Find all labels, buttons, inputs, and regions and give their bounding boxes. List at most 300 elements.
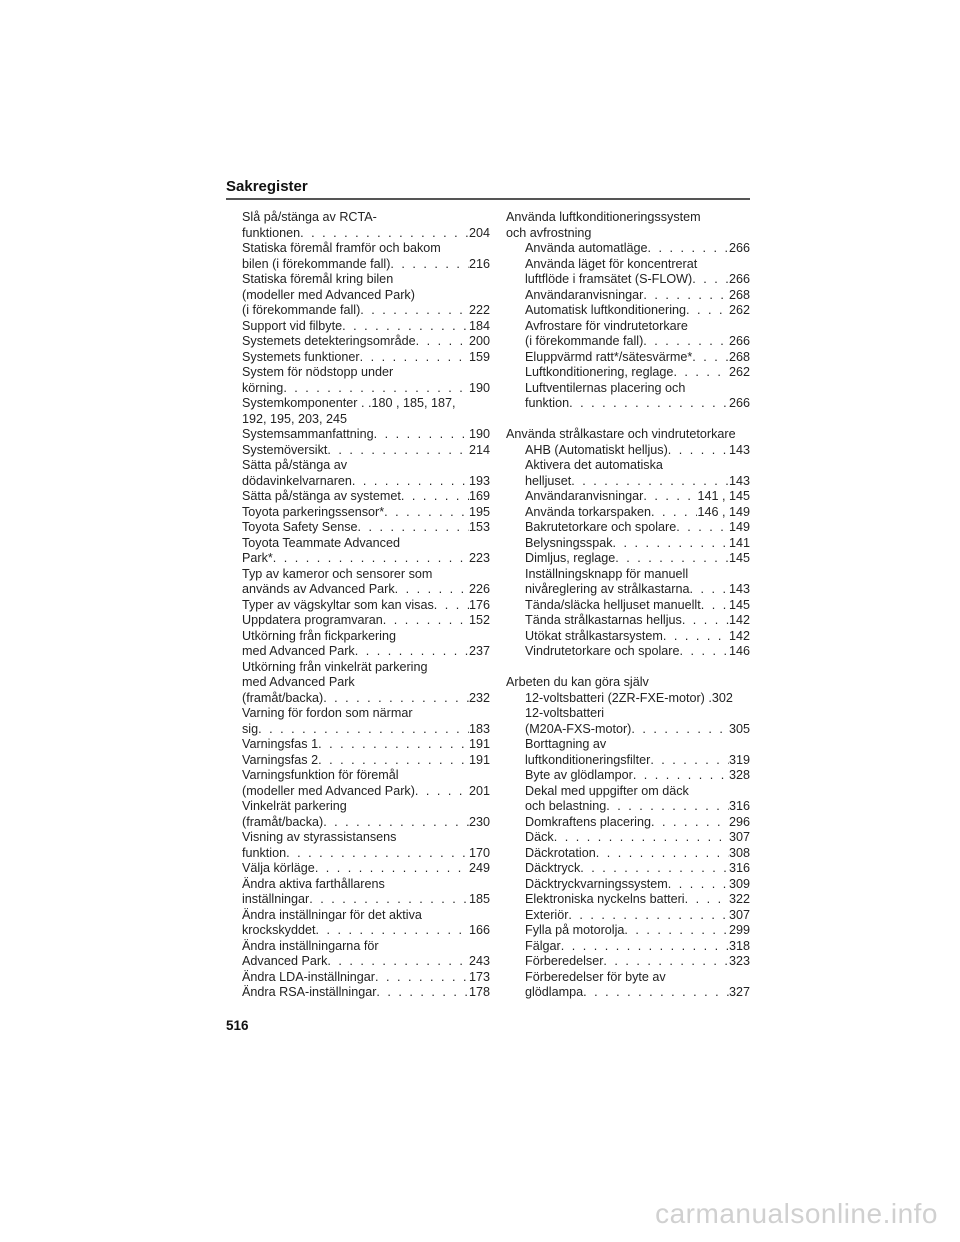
index-entry-line: Borttagning av <box>525 737 607 751</box>
entry-page-ref: 226 <box>468 582 490 596</box>
dot-leader <box>318 737 469 753</box>
dot-leader <box>624 923 729 939</box>
entry-page-ref: 266 <box>728 396 750 410</box>
entry-page-ref: 243 <box>468 954 490 968</box>
entry-label: Vindrutetorkare och spolare <box>525 644 680 658</box>
entry-page-ref: 305 <box>728 721 750 736</box>
dot-leader <box>416 334 469 350</box>
entry-page-ref: 327 <box>728 985 750 999</box>
entry-label: Utökat strålkastarsystem <box>525 628 663 643</box>
index-entry <box>506 613 750 629</box>
entry-label: Använda torkarspaken <box>525 504 652 519</box>
dot-leader <box>358 520 469 536</box>
index-entry <box>506 598 750 614</box>
entry-label: Däcktryckvarningssystem <box>525 876 668 891</box>
header-divider <box>226 198 750 200</box>
dot-leader <box>613 536 729 552</box>
index-entry <box>506 644 750 660</box>
entry-label: bilen (i förekommande fall) <box>242 256 391 271</box>
entry-page-ref: 146 <box>728 644 750 658</box>
dot-leader <box>643 334 729 350</box>
entry-page-ref: 184 <box>468 318 490 333</box>
entry-label: Uppdatera programvaran <box>242 613 383 627</box>
index-entry-line: Ändra aktiva farthållarens <box>242 876 385 891</box>
entry-label: (modeller med Advanced Park) <box>242 783 415 798</box>
entry-page-ref: 307 <box>728 830 750 844</box>
entry-label: Ändra LDA-inställningar <box>242 969 376 984</box>
entry-page-ref: 191 <box>468 752 490 767</box>
index-entry-line: Använda läget för koncentrerat <box>525 256 698 271</box>
index-entry <box>506 908 750 924</box>
entry-label: funktion <box>525 396 570 410</box>
entry-page-ref: 201 <box>468 783 490 798</box>
dot-leader <box>651 815 729 831</box>
dot-leader <box>309 892 469 908</box>
dot-leader <box>352 474 469 490</box>
dot-leader <box>375 970 469 986</box>
dot-leader <box>383 613 469 629</box>
index-entry <box>506 443 750 459</box>
entry-page-ref: 319 <box>728 752 750 767</box>
dot-leader <box>327 954 469 970</box>
entry-label: AHB (Automatiskt helljus) <box>525 442 668 457</box>
index-entry <box>506 768 750 784</box>
entry-label: krockskyddet <box>242 923 316 937</box>
index-entry <box>506 722 750 738</box>
index-entry <box>506 396 750 412</box>
entry-label: (i förekommande fall) <box>242 303 361 317</box>
entry-label: Varningsfas 2 <box>242 752 319 767</box>
index-entry-line: 192, 195, 203, 245 <box>242 411 348 426</box>
index-entry-line: Dekal med uppgifter om däck <box>525 783 689 798</box>
index-entry <box>506 815 750 831</box>
entry-label: Automatisk luftkonditionering <box>525 303 687 317</box>
entry-label: Sätta på/stänga av systemet <box>242 489 401 503</box>
index-entry <box>506 753 750 769</box>
index-entry <box>506 954 750 970</box>
entry-page-ref: 268 <box>728 287 750 302</box>
entry-label: Ändra RSA-inställningar <box>242 985 377 999</box>
dot-leader <box>569 396 729 412</box>
entry-page-ref: 191 <box>468 737 490 751</box>
dot-leader <box>596 846 729 862</box>
entry-label: Bakrutetorkare och spolare <box>525 520 677 534</box>
dot-leader <box>554 830 729 846</box>
index-entry <box>242 598 490 614</box>
entry-page-ref: 232 <box>468 690 490 705</box>
dot-leader <box>315 861 469 877</box>
index-entry-line: Inställningsknapp för manuell <box>525 566 689 581</box>
entry-page-ref: 307 <box>728 907 750 922</box>
entry-label: Tända/släcka helljuset manuellt <box>525 597 701 612</box>
index-entry <box>242 613 490 629</box>
index-entry <box>242 923 490 939</box>
dot-leader <box>673 365 729 381</box>
index-entry <box>242 722 490 738</box>
entry-page-ref: 185 <box>468 892 490 906</box>
index-entry-line: Aktivera det automatiska <box>525 458 663 472</box>
dot-leader <box>643 288 729 304</box>
entry-label: Förberedelser <box>525 954 604 968</box>
index-entry <box>506 350 750 366</box>
index-entry <box>506 551 750 567</box>
dot-leader <box>583 985 729 1001</box>
entry-label: Systemsammanfattning <box>242 427 374 441</box>
index-entry <box>242 970 490 986</box>
index-entry <box>242 892 490 908</box>
dot-leader <box>318 753 469 769</box>
entry-label: inställningar <box>242 892 310 906</box>
entry-page-ref: 143 <box>728 442 750 457</box>
entry-page-ref: 143 <box>728 582 750 596</box>
index-entry-line: Avfrostare för vindrutetorkare <box>525 318 688 333</box>
entry-page-ref: 266 <box>728 272 750 286</box>
dot-leader <box>323 691 469 707</box>
entry-label: nivåreglering av strålkastarna <box>525 582 690 596</box>
entry-label: Användaranvisningar <box>525 287 644 302</box>
dot-leader <box>374 427 469 443</box>
entry-page-ref: 166 <box>468 923 490 937</box>
entry-page-ref: 183 <box>468 721 490 736</box>
dot-leader <box>682 613 729 629</box>
dot-leader <box>258 722 469 738</box>
entry-page-ref: 195 <box>468 504 490 519</box>
entry-page-ref: 152 <box>468 613 490 627</box>
entry-label: Varningsfas 1 <box>242 737 319 751</box>
entry-label: Park* <box>242 551 273 565</box>
section-gap <box>506 412 750 428</box>
index-entry <box>242 985 490 1001</box>
entry-page-ref: 170 <box>468 845 490 860</box>
dot-leader <box>685 892 729 908</box>
entry-page-ref: 309 <box>728 876 750 891</box>
index-entry <box>506 892 750 908</box>
index-entry <box>506 939 750 955</box>
index-entry-line: Varningsfunktion för föremål <box>242 768 399 782</box>
index-entry <box>242 257 490 273</box>
entry-label: Belysningsspak <box>525 535 613 550</box>
dot-leader <box>286 846 469 862</box>
dot-leader <box>648 241 729 257</box>
dot-leader <box>615 551 729 567</box>
index-entry <box>506 520 750 536</box>
entry-page-ref: 296 <box>728 814 750 829</box>
index-entry <box>242 334 490 350</box>
entry-page-ref: 143 <box>728 473 750 488</box>
index-entry <box>242 319 490 335</box>
watermark: carmanualsonline.info <box>655 1198 938 1229</box>
entry-page-ref: 176 <box>468 597 490 612</box>
dot-leader <box>686 303 729 319</box>
entry-page-ref: 216 <box>468 256 490 271</box>
dot-leader <box>633 768 729 784</box>
entry-page-ref: 200 <box>468 334 490 348</box>
entry-page-ref: 141 , 145 <box>697 489 750 503</box>
entry-page-ref: 190 <box>468 380 490 395</box>
entry-page-ref: 190 <box>468 427 490 441</box>
index-entry <box>242 861 490 877</box>
index-entry <box>506 505 750 521</box>
entry-page-ref: 204 <box>468 225 490 240</box>
index-entry <box>242 443 490 459</box>
entry-label: Eluppvärmd ratt*/sätesvärme* <box>525 349 693 364</box>
index-entry-line: Typ av kameror och sensorer som <box>242 566 433 581</box>
dot-leader <box>360 350 469 366</box>
entry-page-ref: 316 <box>728 861 750 875</box>
entry-label: funktion <box>242 845 287 860</box>
index-entry <box>506 288 750 304</box>
index-entry-line: Luftventilernas placering och <box>525 380 686 395</box>
entry-label: (framåt/backa) <box>242 690 324 705</box>
entry-label: Byte av glödlampor <box>525 768 633 782</box>
entry-label: Elektroniska nyckelns batteri <box>525 892 685 906</box>
page-number: 516 <box>226 1018 249 1033</box>
entry-label: Domkraftens placering <box>525 814 651 829</box>
entry-label: Luftkonditionering, reglage <box>525 365 674 379</box>
dot-leader <box>701 598 729 614</box>
dot-leader <box>650 753 729 769</box>
entry-label: Support vid filbyte <box>242 318 343 333</box>
entry-page-ref: 222 <box>468 303 490 317</box>
index-entry-line: Ändra inställningar för det aktiva <box>242 907 422 922</box>
entry-label: Fälgar <box>525 938 561 953</box>
index-entry <box>242 303 490 319</box>
index-entry-line: Varning för fordon som närmar <box>242 706 413 720</box>
index-entry-line: Sätta på/stänga av <box>242 458 348 472</box>
entry-page-ref: 142 <box>728 628 750 643</box>
dot-leader <box>316 923 469 939</box>
index-entry <box>506 474 750 490</box>
index-entry <box>506 877 750 893</box>
dot-leader <box>300 226 469 242</box>
entry-page-ref: 230 <box>468 814 490 829</box>
dot-leader <box>676 520 729 536</box>
entry-label: (framåt/backa) <box>242 814 324 829</box>
dot-leader <box>384 505 469 521</box>
entry-page-ref: 214 <box>468 442 490 457</box>
index-entry-line: Ändra inställningarna för <box>242 938 379 953</box>
entry-page-ref: 328 <box>728 768 750 782</box>
index-entry <box>506 272 750 288</box>
index-entry <box>506 985 750 1001</box>
entry-label: Välja körläge <box>242 861 315 875</box>
entry-page-ref: 308 <box>728 845 750 860</box>
dot-leader <box>651 505 697 521</box>
index-entry <box>506 582 750 598</box>
entry-label: Toyota Safety Sense <box>242 520 358 534</box>
dot-leader <box>692 272 729 288</box>
entry-label: Systemets detekteringsområde <box>242 334 416 348</box>
entry-label: Systemets funktioner <box>242 349 360 364</box>
index-entry <box>242 954 490 970</box>
dot-leader <box>415 784 469 800</box>
index-entry <box>506 629 750 645</box>
dot-leader <box>401 489 469 505</box>
index-entry <box>242 815 490 831</box>
entry-label: Exteriör <box>525 907 569 922</box>
entry-page-ref: 266 <box>728 241 750 255</box>
entry-label: Däckrotation <box>525 845 596 860</box>
dot-leader <box>395 582 469 598</box>
entry-label: Toyota parkeringssensor* <box>242 504 385 519</box>
entry-page-ref: 153 <box>468 520 490 534</box>
entry-label: Använda automatläge <box>525 241 648 255</box>
index-entry <box>242 737 490 753</box>
index-entry-line: Utkörning från vinkelrät parkering <box>242 659 428 674</box>
index-entry <box>242 427 490 443</box>
entry-label: används av Advanced Park <box>242 582 395 596</box>
dot-leader <box>663 629 729 645</box>
entry-label: Advanced Park <box>242 954 328 968</box>
page-title: Sakregister <box>226 178 308 195</box>
entry-page-ref: 159 <box>468 349 490 364</box>
dot-leader <box>434 598 469 614</box>
entry-label: Dimljus, reglage <box>525 551 616 565</box>
entry-page-ref: 178 <box>468 985 490 999</box>
entry-label: körning <box>242 380 284 395</box>
dot-leader <box>606 799 729 815</box>
index-entry-line: 12-voltsbatteri (2ZR-FXE-motor) .302 <box>525 690 733 705</box>
entry-page-ref: 169 <box>468 489 490 503</box>
entry-label: Systemöversikt <box>242 442 328 457</box>
index-entry <box>242 474 490 490</box>
index-heading: och avfrostning <box>506 225 592 240</box>
dot-leader <box>376 985 469 1001</box>
entry-page-ref: 323 <box>728 954 750 968</box>
entry-page-ref: 322 <box>728 892 750 906</box>
index-entry <box>506 489 750 505</box>
index-entry-line: Statiska föremål framför och bakom <box>242 241 441 255</box>
dot-leader <box>561 939 729 955</box>
index-entry-line: (modeller med Advanced Park) <box>242 287 415 302</box>
entry-label: Däck <box>525 830 554 844</box>
index-heading: Arbeten du kan göra själv <box>506 675 649 689</box>
index-entry <box>242 489 490 505</box>
entry-page-ref: 266 <box>728 334 750 348</box>
entry-page-ref: 173 <box>468 969 490 984</box>
index-entry <box>506 861 750 877</box>
entry-page-ref: 318 <box>728 938 750 953</box>
index-entry <box>242 505 490 521</box>
entry-page-ref: 249 <box>468 861 490 875</box>
index-entry <box>242 582 490 598</box>
entry-label: Tända strålkastarnas helljus <box>525 613 682 627</box>
entry-label: Användaranvisningar <box>525 489 644 503</box>
entry-label: funktionen <box>242 225 301 240</box>
dot-leader <box>643 489 697 505</box>
index-entry-line: med Advanced Park <box>242 675 355 689</box>
dot-leader <box>679 644 729 660</box>
dot-leader <box>668 443 729 459</box>
index-entry <box>506 799 750 815</box>
index-entry <box>242 644 490 660</box>
index-entry-line: Toyota Teammate Advanced <box>242 535 400 550</box>
dot-leader <box>692 350 729 366</box>
dot-leader <box>568 908 729 924</box>
entry-label: sig <box>242 721 259 736</box>
entry-page-ref: 146 , 149 <box>697 504 750 519</box>
index-entry <box>242 551 490 567</box>
index-entry <box>242 381 490 397</box>
index-entry <box>242 784 490 800</box>
entry-page-ref: 141 <box>728 535 750 550</box>
index-entry <box>506 334 750 350</box>
index-entry-line: 12-voltsbatteri <box>525 706 605 720</box>
dot-leader <box>323 815 469 831</box>
entry-page-ref: 223 <box>468 551 490 565</box>
entry-page-ref: 316 <box>728 799 750 813</box>
entry-page-ref: 193 <box>468 473 490 488</box>
entry-label: (M20A-FXS-motor) <box>525 721 632 736</box>
entry-page-ref: 149 <box>728 520 750 534</box>
dot-leader <box>580 861 729 877</box>
index-entry <box>506 923 750 939</box>
dot-leader <box>571 474 729 490</box>
index-entry-line: Slå på/stänga av RCTA- <box>242 210 377 224</box>
entry-page-ref: 262 <box>728 303 750 317</box>
dot-leader <box>668 877 729 893</box>
entry-page-ref: 299 <box>728 923 750 937</box>
index-entry <box>242 753 490 769</box>
index-entry <box>506 830 750 846</box>
entry-label: (i förekommande fall) <box>525 334 644 348</box>
index-entry <box>242 520 490 536</box>
dot-leader <box>390 257 469 273</box>
dot-leader <box>690 582 729 598</box>
entry-label: dödavinkelvarnaren <box>242 473 352 488</box>
entry-label: glödlampa <box>525 985 584 999</box>
index-entry <box>506 303 750 319</box>
index-column-left <box>242 210 490 1001</box>
index-entry-line: Utkörning från fickparkering <box>242 628 396 643</box>
index-entry <box>506 846 750 862</box>
entry-label: och belastning <box>525 799 607 813</box>
index-entry <box>242 226 490 242</box>
index-column-right <box>506 210 750 1001</box>
dot-leader <box>360 303 469 319</box>
entry-label: Däcktryck <box>525 861 581 875</box>
index-heading: Använda strålkastare och vindrutetorkare <box>506 427 736 441</box>
entry-label: med Advanced Park <box>242 644 355 658</box>
entry-label: luftkonditioneringsfilter <box>525 752 651 767</box>
index-entry-line: Vinkelrät parkering <box>242 799 347 813</box>
index-entry <box>242 846 490 862</box>
dot-leader <box>273 551 469 567</box>
entry-page-ref: 262 <box>728 365 750 379</box>
entry-label: helljuset <box>525 473 572 488</box>
entry-page-ref: 142 <box>728 613 750 627</box>
entry-page-ref: 268 <box>728 349 750 364</box>
index-entry-line: Statiska föremål kring bilen <box>242 272 394 286</box>
index-entry-line: System för nödstopp under <box>242 365 394 379</box>
index-entry-line: Systemkomponenter . .180 , 185, 187, <box>242 396 456 410</box>
entry-label: Typer av vägskyltar som kan visas <box>242 597 434 612</box>
index-entry <box>242 691 490 707</box>
index-entry-line: Förberedelser för byte av <box>525 969 666 984</box>
dot-leader <box>342 319 469 335</box>
dot-leader <box>355 644 469 660</box>
index-entry <box>242 350 490 366</box>
entry-page-ref: 145 <box>728 551 750 565</box>
index-entry <box>506 241 750 257</box>
index-entry <box>506 536 750 552</box>
index-entry-line: Visning av styrassistansens <box>242 830 397 844</box>
entry-label: luftflöde i framsätet (S-FLOW) <box>525 272 693 286</box>
dot-leader <box>603 954 729 970</box>
entry-page-ref: 237 <box>468 644 490 658</box>
index-heading: Använda luftkonditioneringssystem <box>506 210 701 224</box>
dot-leader <box>283 381 469 397</box>
